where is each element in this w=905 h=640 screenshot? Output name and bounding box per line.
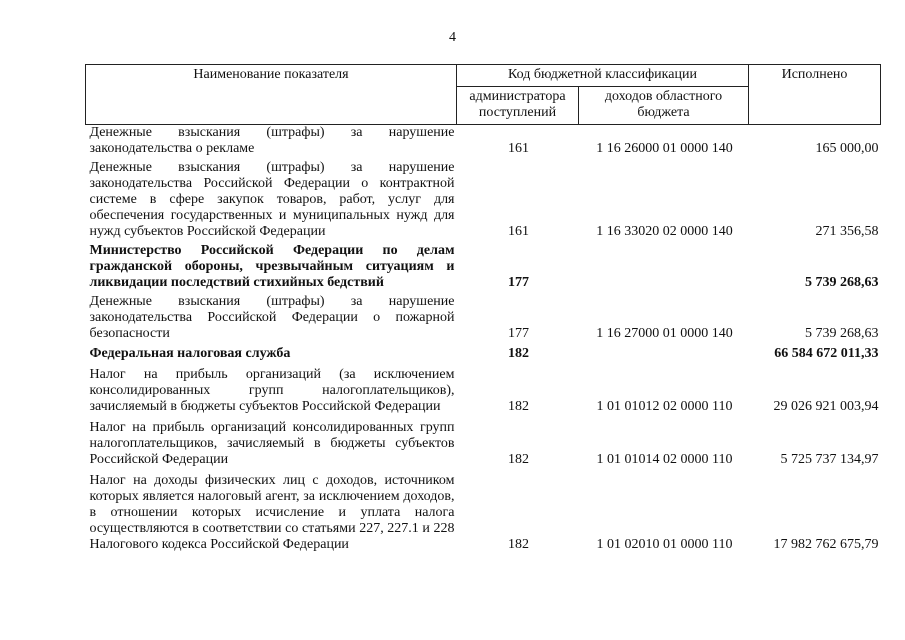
row-admin-code: 182	[508, 399, 529, 414]
row-admin-code: 177	[508, 275, 529, 290]
table-row	[86, 242, 881, 293]
row-admin-code: 161	[508, 224, 529, 239]
table-row	[86, 470, 881, 555]
row-executed: 5 725 737 134,97	[780, 452, 879, 467]
row-name: Налог на прибыль организаций (за исключением консолидированных групп налогоплательщиков), зачисляемый в бюджеты субъектов Российской Федерации	[89, 367, 455, 414]
row-income-code: 1 01 01014 02 0000 110	[596, 452, 733, 467]
header-executed: Исполнено	[749, 65, 881, 125]
row-income-code: 1 16 33020 02 0000 140	[596, 224, 733, 239]
row-income-code: 1 16 26000 01 0000 140	[596, 141, 733, 156]
row-income-code	[579, 242, 749, 293]
row-executed: 66 584 672 011,33	[774, 346, 879, 361]
row-income-code: 1 01 02010 01 0000 110	[596, 537, 733, 552]
row-executed: 17 982 762 675,79	[773, 537, 879, 552]
row-name: Федеральная налоговая служба	[89, 346, 291, 361]
table-header	[86, 65, 881, 125]
row-admin-code: 182	[508, 452, 529, 467]
table-row	[86, 364, 881, 417]
row-admin-code: 177	[508, 326, 529, 341]
header-income: доходов областного бюджета	[579, 87, 749, 125]
table-row	[86, 417, 881, 470]
table-body	[86, 125, 881, 556]
header-admin: администратора поступлений	[457, 87, 579, 125]
budget-table	[85, 64, 881, 555]
row-income-code	[579, 344, 749, 364]
row-admin-code: 182	[508, 537, 529, 552]
row-income-code: 1 16 27000 01 0000 140	[596, 326, 733, 341]
table-row	[86, 293, 881, 344]
row-executed: 5 739 268,63	[805, 326, 879, 341]
header-name: Наименование показателя	[86, 65, 457, 125]
row-admin-code: 182	[508, 346, 529, 361]
row-name: Денежные взыскания (штрафы) за нарушение законодательства Российской Федерации о пожарной безопасности	[89, 294, 455, 341]
row-income-code: 1 01 01012 02 0000 110	[596, 399, 733, 414]
table-row	[86, 125, 881, 160]
table-row	[86, 344, 881, 364]
row-name: Министерство Российской Федерации по делам гражданской обороны, чрезвычайным ситуациям и ликвидации последствий стихийных бедствий	[89, 243, 455, 290]
row-name: Денежные взыскания (штрафы) за нарушение законодательства о рекламе	[89, 125, 455, 156]
page-number: 4	[449, 30, 456, 45]
header-code-group: Код бюджетной классификации	[457, 65, 749, 87]
row-name: Налог на доходы физических лиц с доходов, источником которых является налоговый агент, за исключением доходов, в отношении которых исчисление и уплата налога осуществляются в соответствии со статьями 227, 227.1 и 228 Налогового кодекса Российской Федерации	[89, 473, 455, 552]
row-executed: 5 739 268,63	[805, 275, 879, 290]
row-name: Налог на прибыль организаций консолидированных групп налогоплательщиков, зачисляемый в бюджеты субъектов Российской Федерации	[89, 420, 455, 467]
row-executed: 165 000,00	[815, 141, 879, 156]
row-name: Денежные взыскания (штрафы) за нарушение законодательства Российской Федерации о контрактной системе в сфере закупок товаров, работ, услуг для обеспечения государственных и муниципальных нужд для нужд субъектов Российской Федерации	[89, 160, 455, 239]
table-row	[86, 159, 881, 242]
row-executed: 29 026 921 003,94	[773, 399, 879, 414]
row-admin-code: 161	[508, 141, 529, 156]
row-executed: 271 356,58	[815, 224, 879, 239]
